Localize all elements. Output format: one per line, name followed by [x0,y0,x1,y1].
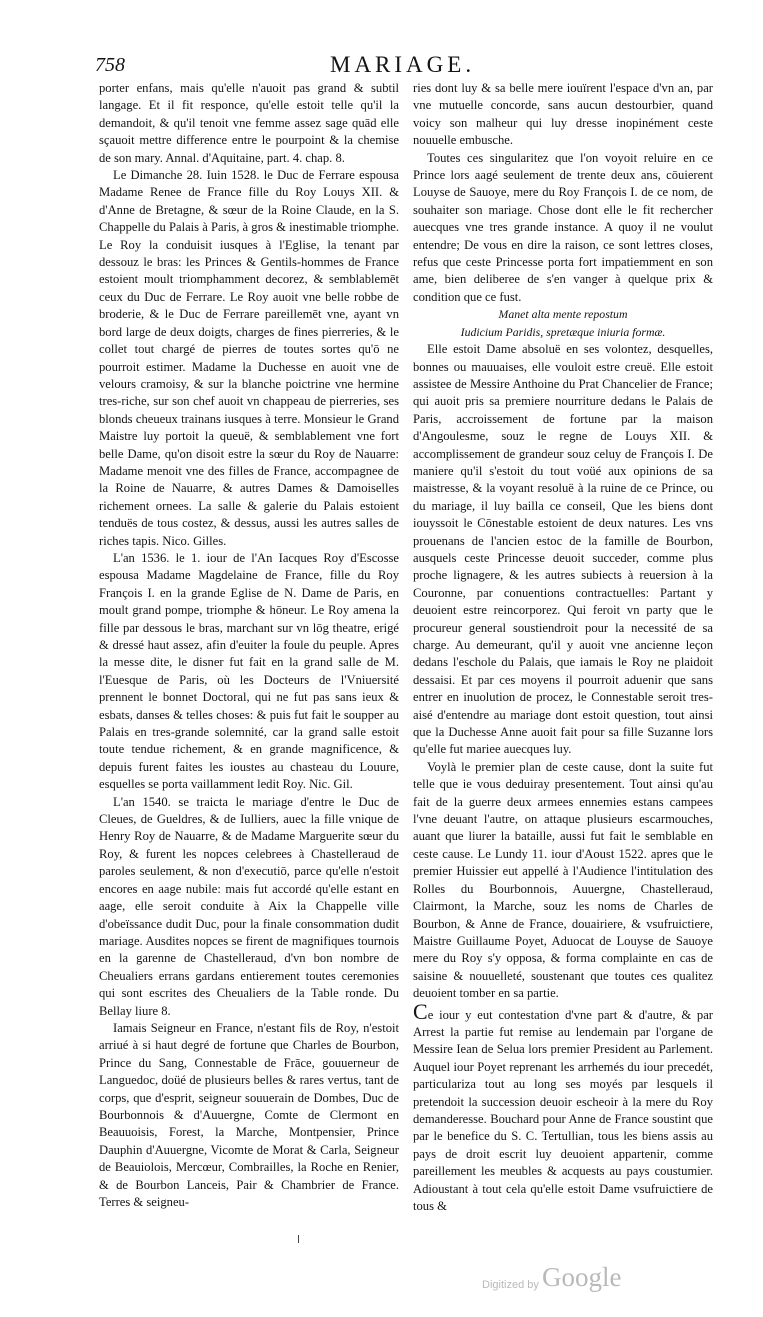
running-title: MARIAGE. [330,52,476,77]
paragraph: Iamais Seigneur en France, n'estant fils de Roy, n'estoit arriué à si haut degré de fortune que Charles de Bourbon, Prince du Sang, Connestable de Frāce, gouuerneur de Languedoc, doüé de plusieurs belles & rares vertus, tant de corps, que d'esprit, seigneur souuerain de Dombes, Duc de Bourbonnois & d'Auuergne, Comte de Clermont en Beauuoisis, Forest, la Marche, Montpensier, Prince Dauphin d'Auuergne, Vicomte de Morat & Carla, Seigneur de Beauiolois, Mercœur, Combrailles, la Roche en Renier, & de Bourbon Lanceis, Pair & Chambrier de France. Terres & seigneu- [99,1020,399,1209]
google-logo: Google [542,1262,622,1292]
paragraph: Voylà le premier plan de ceste cause, dont la suite fut telle que ie vous deduiray presentement. Tout ainsi qu'au fait de la guerre deux armees ennemies estans campees l'vne deuant l'autre, on attaque plusieurs escarmouches, auant que liurer la bataille, aussi fut fait le semblable en ceste cause. Le Lundy 11. iour d'Aoust 1522. apres que le premier Huissier eut appellé à l'Audience l'intitulation des Rolles du Bourbonnois, Auuergne, Chastelleraud, Clairmont, la Marche, souz les noms de Charles de Bourbon, & Anne de France, douairiere, & vsufruictiere, Maistre Guillaume Poyet, Aduocat de Louyse de Sauoye mere du Roy s'y opposa, & forma complainte en cas de saisine & nouuelleté, soustenant que toutes ces qualitez deuoient tomber en sa partie. [413,759,713,1001]
paragraph: Elle estoit Dame absoluë en ses volontez, desquelles, bonnes ou mauuaises, elle vouloit estre creuë. Elle estoit assistee de Messire Anthoine du Prat Chancelier de France; qui auoit pris sa premiere nourriture dedans le Palais de Paris, accroissement de fortune par la maison d'Angoulesme, souz le regne de Louys XII. & accomplissement de grandeur souz celuy de François I. De maniere qu'il s'estoit du tout voüé aux opinions de sa maistresse, & la voyant resoluë à la ruine de ce Prince, ou du mariage, il luy bailla ce conseil, Que les biens dont iouyssoit le Cōnestable estoient de deux natures. Les vns prouenans de l'ancien estoc de la famille de Bourbon, ausquels ceste Princesse deuoit succeder, comme plus proche lignagere, & les autres subiects à reuersion à la Couronne, par conuentions contractuelles: Partant y deuoient estre reincorporez. Qui feroit vn party que le procureur general soustiendroit pour la necessité de sa charge. Au demeurant, qu'il y auoit vne ancienne leçon dedans l'eschole du Palais, que iamais le Roy ne plaidoit dessaisi. Et par ces moyens il pourroit aduenir que sans entrer en inuolution de procez, le Connestable seroit tres-aisé d'entendre au mariage dont estoit question, tout ainsi que la Duchesse Anne auoit fait pour sa fille Suzanne lors qu'elle fut mariee auecques luy. [413,342,713,757]
paragraph: Toutes ces singularitez que l'on voyoit reluire en ce Prince lors aagé seulement de trente deux ans, cōuierent Louyse de Sauoye, mere du Roy François I. de ce nom, de souhaiter son mariage. Chose dont elle le fit rechercher auecques vne tres grande instance. A quoy il ne voulut entendre; De vous en dire la raison, ce sont lettres closes, refus que ceste Princesse porta fort impatiemment en son ame, bien deliberee de s'en vanger à quelque prix & condition que ce fust. [413,150,713,304]
watermark-prefix: Digitized by [482,1279,539,1291]
page-number: 758 [95,54,125,76]
paragraph: L'an 1540. se traicta le mariage d'entre le Duc de Cleues, de Gueldres, & de Iulliers, auec la fille vnique de Henry Roy de Nauarre, & de Madame Marguerite sœur du Roy, & furent les nopces celebrees à Chastelleraud de paroles seulement, & non d'executiō, parce qu'elle n'estoit encores en aage nubile: mais fut accordé qu'elle estant en aage, elle seroit conduite à Aix la Chappelle ville d'obeïssance dudit Duc, pour la finale consommation dudit mariage. Ausdites nopces se firent de magnifiques tournois en la garenne de Chastelleraud, d'vn bon nombre de Cheualiers errans gardans entierement toutes ceremonies qui sont escrites des Cheualiers de la Table ronde. Du Bellay liure 8. [99,794,399,1018]
paragraph: Iudicium Paridis, spretæque iniuria formæ. [460,324,666,339]
paragraph: porter enfans, mais qu'elle n'auoit pas grand & subtil langage. Et il fit responce, qu'elle estoit telle qu'il la demandoit, & qu'il tenoit vne femme assez sage quād elle sçauoit mettre difference entre le pourpoint & la chemise de son mary. Annal. d'Aquitaine, part. 4. chap. 8. [99,81,399,165]
page-header [0,54,763,82]
paragraph: Le Dimanche 28. Iuin 1528. le Duc de Ferrare espousa Madame Renee de France fille du Roy Louys XII. & d'Anne de Bretagne, & sœur de la Roine Claude, en la S. Chappelle du Palais à Paris, à gros & inestimable triomphe. Le Roy la conduisit iusques à l'Eglise, la tenant par dessouz le bras: les Princes & Gentils-hommes de France estoient moult triomphamment decorez, & semblablemēt ceux du Duc de Ferrare. Le Roy auoit vne belle robbe de broderie, & le Duc de Ferrare pareillemēt vne, ayant vn bord large de deux doigts, charges de fines pierreries, & le collet tout chargé de pierres de toutes sortes qu'ō ne pourroit estimer. Madame la Duchesse en auoit vne de velours cramoisy, & sur la blanche poictrine vne hermine tres-riche, sur son chef auoit vn chappeau de pierreries, ses blonds cheueux trainans iusques à terre. Monsieur le Grand Maistre luy portoit la queuë, & semblablement vne fort belle Dame, qu'on disoit estre la sœur du Roy de Nauarre: Madame menoit vne des filles de France, accompagnee de la Roine de Nauarre, & autres Dames & Damoiselles richement ornees. La salle & galerie du Palais estoient tenduës de tous costez, & dessus, aussi les autres salles de riches tapis. Nico. Gilles. [99,168,399,548]
paragraph: ries dont luy & sa belle mere iouïrent l'espace d'vn an, par vne mutuelle concorde, sans aucun destourbier, quand voicy son malheur qui luy dresse inopinément ceste nouuelle embusche. [413,81,713,148]
paragraph: Manet alta mente repostum [498,307,628,322]
digitized-watermark [482,1262,642,1302]
right-column [413,80,713,1215]
left-column [99,80,399,1211]
page-mark [298,1235,299,1243]
paragraph: L'an 1536. le 1. iour de l'An Iacques Roy d'Escosse espousa Madame Magdelaine de France, fille du Roy François I. en la grande Eglise de N. Dame de Paris, en moult grand pompe, triomphe & hōneur. Le Roy amena la fille par dessous le bras, marchant sur vn lōg theatre, erigé & dressé haut assez, afin d'euiter la foule du peuple. Apres la messe dite, le disner fut fait en la grand salle de M. l'Euesque de Paris, où les Docteurs de l'Vniuersité prennent le bonnet Doctoral, qui ne fut pas sans ieux & esbats, danses & telles choses: & puis fut fait le soupper au Palais en tres-grande solemnité, car la grand salle estoit toute tendue richement, & en grande magnificence, & depuis furent faites les ioustes au chasteau du Louure, esquelles se porta vaillamment ledit Roy. Nic. Gil. [99,550,399,792]
paragraph: Ce iour y eut contestation d'vne part & d'autre, & par Arrest la partie fut remise au lendemain par l'organe de Messire Iean de Selua lors premier President au Parlement. Auquel iour Poyet reprenant les arrhemés du iour precedét, particulariza tout au long ses moyés par lesquels il pretendoit la succession deuoir escheoir à la mere du Roy demanderesse. Bouchard pour Anne de France soustint que par le benefice du S. C. Tertullian, tous les biens assis au pays de droit escrit luy deuoient appartenir, comme pareillement les meubles & acquests au pays coustumier. Adioustant à tout cela qu'elle estoit Dame vsufruictiere de tous & [413,998,713,1213]
